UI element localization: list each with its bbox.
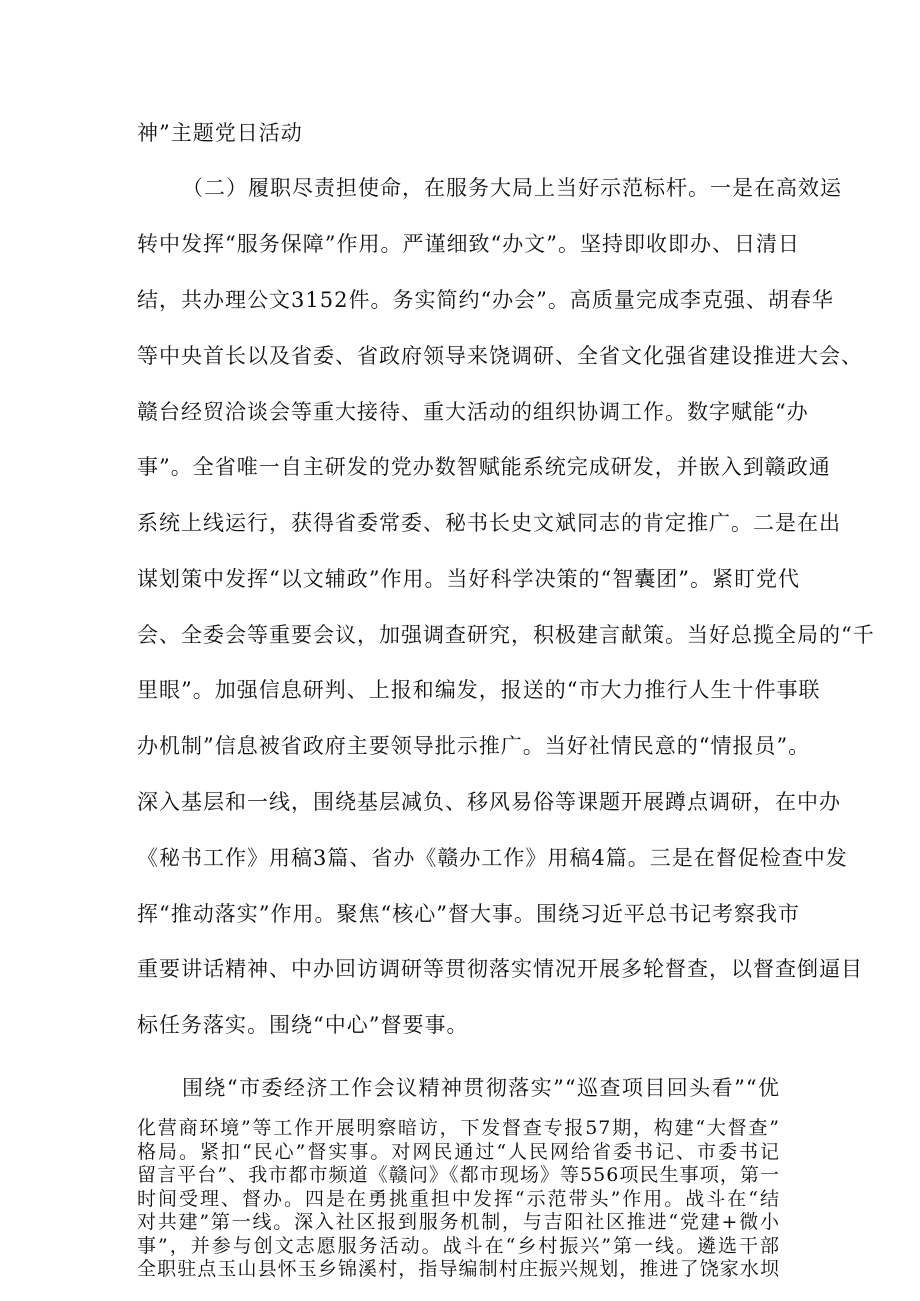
text-line: 时间受理、督办。四是在勇挑重担中发挥“示范带头”作用。战斗在“结: [137, 1187, 780, 1210]
text-line: 《秘书工作》用稿3篇、省办《赣办工作》用稿4篇。三是在督促检查中发: [137, 846, 848, 870]
text-line: 重要讲话精神、中办回访调研等贯彻落实情况开展多轮督查，以督查倒逼目: [137, 957, 863, 981]
text-line: 深入基层和一线，围绕基层减负、移风易俗等课题开展蹲点调研，在中办: [137, 790, 841, 814]
text-line: 赣台经贸洽谈会等重大接待、重大活动的组织协调工作。数字赋能“办: [137, 400, 809, 424]
text-line: 办机制”信息被省政府主要领导批示推广。当好社情民意的“情报员”。: [137, 734, 811, 758]
section-heading-line: （二）履职尽责担使命，在服务大局上当好示范标杆。一是在高效运: [182, 176, 842, 200]
text-line: 神”主题党日活动: [137, 121, 303, 145]
paragraph-start-line: 围绕“市委经济工作会议精神贯彻落实”“巡查项目回头看”“优: [182, 1076, 780, 1100]
text-line: 格局。紧扣“民心”督实事。对网民通过“人民网给省委书记、市委书记: [137, 1140, 780, 1163]
text-line: 转中发挥“服务保障”作用。严谨细致“办文”。坚持即收即办、日清日: [137, 232, 800, 256]
text-line: 里眼”。加强信息研判、上报和编发，报送的“市大力推行人生十件事联: [137, 678, 821, 702]
text-line: 谋划策中发挥“以文辅政”作用。当好科学决策的“智囊团”。紧盯党代: [137, 567, 800, 591]
text-line: 事”，并参与创文志愿服务活动。战斗在“乡村振兴”第一线。遴选干部: [137, 1234, 780, 1257]
text-line: 系统上线运行，获得省委常委、秘书长史文斌同志的肯定推广。二是在出: [137, 511, 841, 535]
text-line: 全职驻点玉山县怀玉乡锦溪村，指导编制村庄振兴规划，推进了饶家水坝: [137, 1258, 780, 1280]
text-line: 会、全委会等重要会议，加强调查研究，积极建言献策。当好总揽全局的“千: [137, 623, 875, 647]
text-line: 留言平台”、我市都市频道《赣问》《都市现场》等556项民生事项，第一: [137, 1164, 780, 1186]
text-line: 化营商环境”等工作开展明察暗访，下发督查专报57期，构建“大督查”: [137, 1117, 780, 1139]
text-line: 对共建”第一线。深入社区报到服务机制，与吉阳社区推进“党建+微小: [137, 1211, 780, 1233]
text-line: 等中央首长以及省委、省政府领导来饶调研、全省文化强省建设推进大会、: [137, 344, 863, 368]
text-line: 挥“推动落实”作用。聚焦“核心”督大事。围绕习近平总书记考察我市: [137, 902, 800, 926]
text-line: 事”。全省唯一自主研发的党办数智赋能系统完成研发，并嵌入到赣政通: [137, 455, 831, 479]
text-line: 结，共办理公文3152件。务实简约“办会”。高质量完成李克强、胡春华: [137, 288, 834, 312]
text-line: 标任务落实。围绕“中心”督要事。: [137, 1013, 469, 1037]
